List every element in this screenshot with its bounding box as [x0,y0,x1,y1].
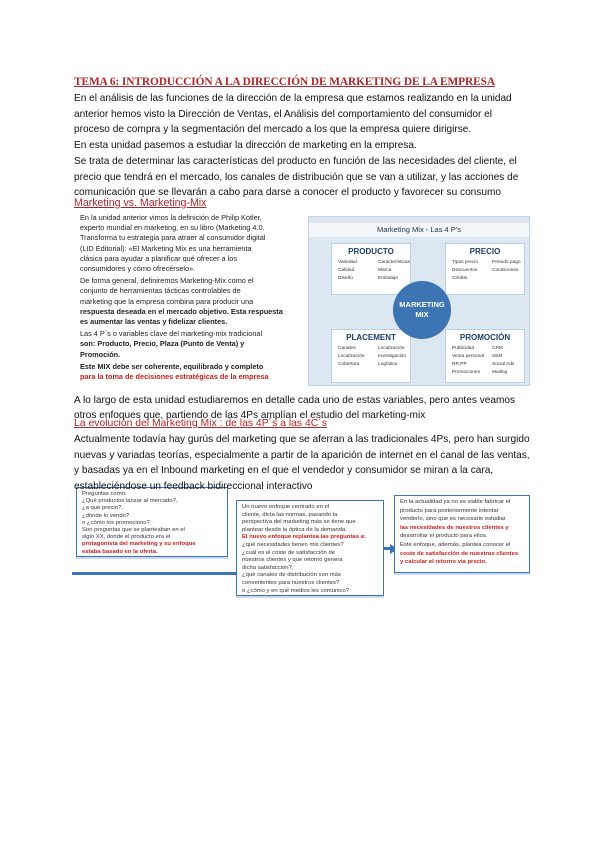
mix-item: Localización [378,346,405,351]
box-new-approach-line: ¿qué canales de distribución son más [242,572,341,579]
page-title: TEMA 6: INTRODUCCIÓN A LA DIRECCIÓN DE MARKETING DE LA EMPRESA [74,76,495,88]
box-current-approach-line: producto para posteriormente intentar [400,507,499,514]
box-current-approach-line: las necesidades de nuestros clientes y [400,524,509,531]
kotler-line: respuesta deseada en el mercado objetivo. Esta respuesta [80,306,283,316]
mix-diagram-header: Marketing Mix - Las 4 P's [309,223,529,237]
mix-item: Venta personal [452,354,485,359]
kotler-line: En la unidad anterior vimos la definición de Philip Kotler, [80,213,262,222]
quad-placement-title: PLACEMENT [346,333,396,342]
kotler-line: Este MIX debe ser coherente, equilibrado y completo [80,361,264,371]
box-4p-questions-line: ¿Qué productos lanzar al mercado?, [82,498,178,505]
box-new-approach-line: cliente, dicta las normas, pasando la [242,511,338,518]
evolution-line: estableciéndose un feedback bidireccional interactivo [74,480,313,492]
quad-producto-title: PRODUCTO [348,247,394,256]
kotler-line: Las 4 P´s o variables clave del marketing-mix tradicional [80,329,263,339]
mix-item: CRM [492,346,503,351]
middle-line: otros enfoques que, partiendo de las 4Ps amplían el estudio del marketing-mix [74,409,426,421]
evolution-line: y basadas ya en el Inbound marketing en el que el vendedor y consumidor se miran a la cara, [74,465,494,476]
section-heading-evolution: La evolución del Marketing Mix : de las 4P´s a las 4C´s [74,418,327,429]
box-4p-questions-line: ¿a qué precio?, [82,505,123,512]
box-new-approach-line: Un nuevo enfoque centrado en el [242,504,330,510]
box-current-approach-line: Este enfoque, además, plantea conocer el [400,542,511,548]
box-4p-questions-line: Son preguntas que se planteaban en el [82,527,185,533]
box-current-approach-line: En la actualidad ya no es viable fabricar el [400,499,511,505]
mix-item: Variedad [338,260,357,265]
box-4p-questions [76,487,228,557]
quad-placement [331,329,411,383]
mix-item: RR.PP [452,362,467,367]
mix-center-line1: MARKETING [399,300,445,309]
intro-line: comunicación que se llevarán a cabo para darse a conocer el producto y favorecer su consumo [74,187,501,199]
mix-item: Condiciones [492,268,519,273]
box-new-approach [236,500,384,596]
mix-item: Promociones [452,370,480,375]
kotler-line: experto mundial en marketing, en su libro (Marketing 4.0. [80,223,265,233]
mix-item: Periodo pago [492,260,521,265]
quad-promocion-title: PROMOCIÓN [459,333,511,342]
box-new-approach-line: plantear desde la óptica de la demanda. [242,526,347,533]
intro-line: Se trata de determinar las características del producto en función de las necesidades del cliente, el [74,155,517,167]
mix-item: Investigación [378,354,406,359]
kotler-line: De forma general, definiremos Marketing-Mix como el [80,276,254,286]
box-new-approach-line: perspectiva del marketing más se tiene que [242,519,356,526]
box-4p-questions-line: estaba basado en la oferta. [82,548,158,555]
box-4p-questions-line: siglo XX, donde el producto era el [82,534,171,541]
marketing-mix-diagram [308,216,530,386]
quad-precio [445,243,525,295]
evolution-line: Actualmente todavía hay gurús del marketing que se aferran a las tradicionales 4Ps, pero han surgido [74,434,530,445]
intro-line: anterior hemos visto la Dirección de Ventas, el Análisis del comportamiento del consumidor el [74,108,492,120]
kotler-line: son: Producto, Precio, Plaza (Punto de Venta) y [80,339,245,349]
kotler-line: (LID Editorial): «El Marketing Mix es una herramienta [80,243,252,253]
quad-precio-title: PRECIO [469,247,501,256]
box-current-approach-line: desarrollar el producto para ellos. [400,533,488,540]
mix-center-line2: MIX [415,310,429,319]
section-heading-marketing-vs-mix: Marketing vs. Marketing-Mix [74,197,207,209]
intro-line: En esta unidad pasemos a estudiar la dirección de marketing en la empresa. [74,140,417,152]
box-new-approach-line: ¿cuál es el coste de satisfacción de [242,549,335,556]
box-new-approach-line: El nuevo enfoque replantea las preguntas a: [242,534,366,541]
quad-promocion [445,329,525,383]
mix-item: Descuentos [452,268,478,273]
box-current-approach-line: y calcular el retorno vía precio. [400,559,487,566]
mix-item: Marca [378,268,392,273]
quad-producto [331,243,411,295]
mix-item: Embalaje [378,276,398,281]
box-current-approach-line: coste de satisfacción de nuestros clientes [400,550,519,557]
mix-item: Canales [338,346,356,351]
box-4p-questions-line: ¿dónde lo vendo? [82,512,130,519]
kotler-line: para la toma de decisiones estratégicas de la empresa [80,372,269,381]
mix-item: Social Ads [492,362,515,367]
intro-line: En el análisis de las funciones de la dirección de la empresa que estamos realizando en la unidad [74,93,512,104]
mix-item: SEM [492,354,503,359]
mix-center-circle [393,281,451,339]
mix-item: Tipos precio [452,260,478,265]
mix-item: Calidad [338,268,355,273]
kotler-line: es aumentar las ventas y fidelizar clientes. [80,317,228,326]
box-new-approach-line: dicha satisfacción?, [242,564,294,571]
middle-line: A lo largo de esta unidad estudiaremos en detalle cada uno de estas variables, pero antes veamos [74,395,516,406]
kotler-line: conjunto de herramientas tácticas controlables de [80,286,241,296]
kotler-line: marketing que la empresa combina para producir una [80,296,254,306]
mix-item: Crédito [452,276,468,281]
intro-line: precio que tendrá en el mercado, los canales de distribución que se van a utilizar, y las acciones de [74,171,519,183]
box-4p-questions-line: o ¿cómo los promociono? [82,519,150,526]
mix-item: Mailing [492,370,508,375]
box-4p-questions-line: protagonista del marketing y su enfoque [82,541,196,548]
kotler-line: clásica para ayudar a planificar qué ofrecer a los [80,253,237,263]
mix-item: Localización [338,354,365,359]
mix-item: Diseño [338,276,353,281]
evolution-line: nuevas y variadas teorías, especialmente a partir de la aparición de internet en el canal de las ventas, [74,449,530,461]
kotler-line: Promoción. [80,349,121,359]
arrow-1 [72,572,240,575]
box-current-approach-line: venderlo, sino que es necesario estudiar [400,516,506,523]
intro-line: proceso de compra y la segmentación del mercado a los que la empresa quiere dirigirse. [74,124,472,136]
mix-item: Características [378,260,410,265]
mix-item: Logística [378,362,398,367]
box-current-approach [394,495,530,573]
kotler-line: Transforma tu estrategia para atraer al consumidor digital [80,233,266,243]
box-4p-questions-line: Preguntas como: [82,491,127,497]
box-new-approach-line: convenientes para nuestros clientes? [242,580,340,586]
box-new-approach-line: nuestros clientes y que retorno genera [242,557,343,564]
mix-item: Publicidad [452,346,475,351]
box-new-approach-line: o ¿cómo y en qué medios les comunico? [242,587,350,594]
box-new-approach-line: ¿qué necesidades tienen mis clientes? [242,542,344,548]
mix-item: Cobertura [338,362,360,367]
kotler-line: consumidores y cómo ofrecérselo». [80,264,196,273]
